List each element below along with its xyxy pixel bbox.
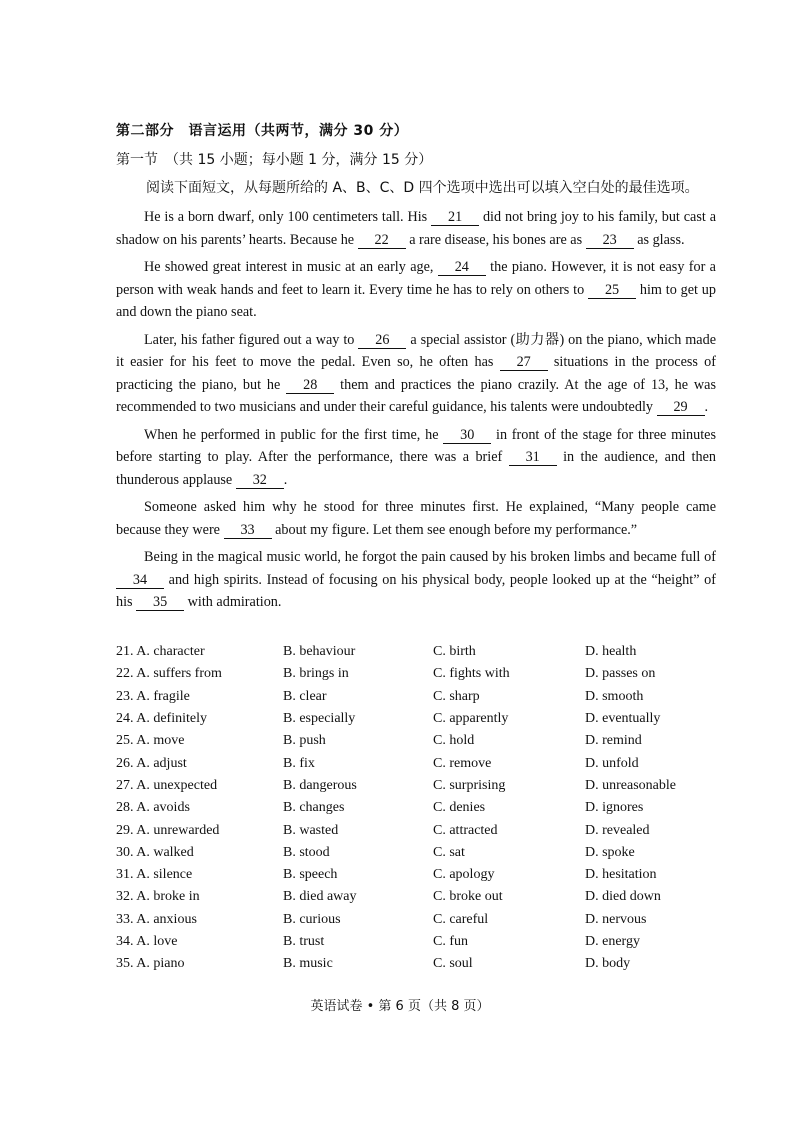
option-row: 23. A. fragile B. clear C. sharp D. smooth [116, 688, 644, 704]
paragraph-2: He showed great interest in music at an early age, 24 the piano. However, it is not easy for a person with weak hands and feet to learn it. Every time he has to rely on others to 25 him to get up and down the piano seat. [116, 259, 716, 320]
paragraph-5: Someone asked him why he stood for three minutes first. He explained, “Many people came because they were 33 about my figure. Let them see enough before my performance.” [116, 499, 716, 538]
blank-31: 31 [509, 449, 557, 466]
blank-21: 21 [431, 209, 479, 226]
blank-35: 35 [136, 594, 184, 611]
section-title: 第一节 （共 15 小题；每小题 1 分，满分 15 分） [116, 152, 433, 168]
blank-25: 25 [588, 282, 636, 299]
option-row: 33. A. anxious B. curious C. careful D. nervous [116, 911, 647, 927]
option-row: 28. A. avoids B. changes C. denies D. ignores [116, 800, 644, 816]
blank-24: 24 [438, 259, 486, 276]
paragraph-4: When he performed in public for the first time, he 30 in front of the stage for three minutes before starting to play. After the performance, there was a brief 31 in the audience, and then thunderous applause 32 . [116, 426, 716, 488]
blank-34: 34 [116, 572, 164, 589]
instruction: 阅读下面短文，从每题所给的 A、B、C、D 四个选项中选出可以填入空白处的最佳选项。 [146, 180, 699, 196]
option-row: 35. A. piano B. music C. soul D. body [116, 956, 631, 972]
blank-23: 23 [586, 232, 634, 249]
page-footer: 英语试卷 • 第 6 页（共 8 页） [310, 999, 490, 1014]
paragraph-1: He is a born dwarf, only 100 centimeters tall. His 21 did not bring joy to his family, but cast a shadow on his parents’ hearts. Because he 22 a rare disease, his bones are as 23 as glass. [116, 209, 716, 248]
option-row: 24. A. definitely B. especially C. apparently D. eventually [116, 711, 661, 727]
option-row: 32. A. broke in B. died away C. broke out D. died down [116, 889, 661, 905]
blank-22: 22 [358, 232, 406, 249]
option-row: 30. A. walked B. stood C. sat D. spoke [116, 844, 635, 860]
options-table [116, 641, 736, 975]
paragraph-3: Later, his father figured out a way to 26 a special assistor (助力器) on the piano, which made it easier for his feet to move the pedal. Even so, he often has 27 situations in the process of practicing the piano, but he 28 them and practices the piano crazily. At the age of 13, he was recommended to two musicians and under their careful guidance, his talents were undoubtedly 29 . [116, 331, 716, 415]
option-row: 22. A. suffers from B. brings in C. fights with D. passes on [116, 666, 656, 682]
blank-26: 26 [358, 332, 406, 349]
blank-29: 29 [657, 399, 705, 416]
option-row: 26. A. adjust B. fix C. remove D. unfold [116, 755, 639, 771]
part-title: 第二部分 语言运用（共两节，满分 30 分） [116, 123, 409, 139]
blank-32: 32 [236, 472, 284, 489]
option-row: 25. A. move B. push C. hold D. remind [116, 733, 642, 749]
blank-28: 28 [286, 377, 334, 394]
cloze-passage [116, 206, 716, 619]
option-row: 31. A. silence B. speech C. apology D. hesitation [116, 867, 657, 883]
blank-30: 30 [443, 427, 491, 444]
blank-27: 27 [500, 354, 548, 371]
option-row: 21. A. character B. behaviour C. birth D. health [116, 644, 637, 660]
option-row: 34. A. love B. trust C. fun D. energy [116, 934, 640, 949]
blank-33: 33 [224, 522, 272, 539]
option-row: 29. A. unrewarded B. wasted C. attracted D. revealed [116, 822, 650, 838]
paragraph-6: Being in the magical music world, he forgot the pain caused by his broken limbs and became full of 34 and high spirits. Instead of focusing on his physical body, people looked up at the “height” of his 35 with admiration. [116, 549, 716, 610]
option-row: 27. A. unexpected B. dangerous C. surprising D. unreasonable [116, 777, 676, 793]
